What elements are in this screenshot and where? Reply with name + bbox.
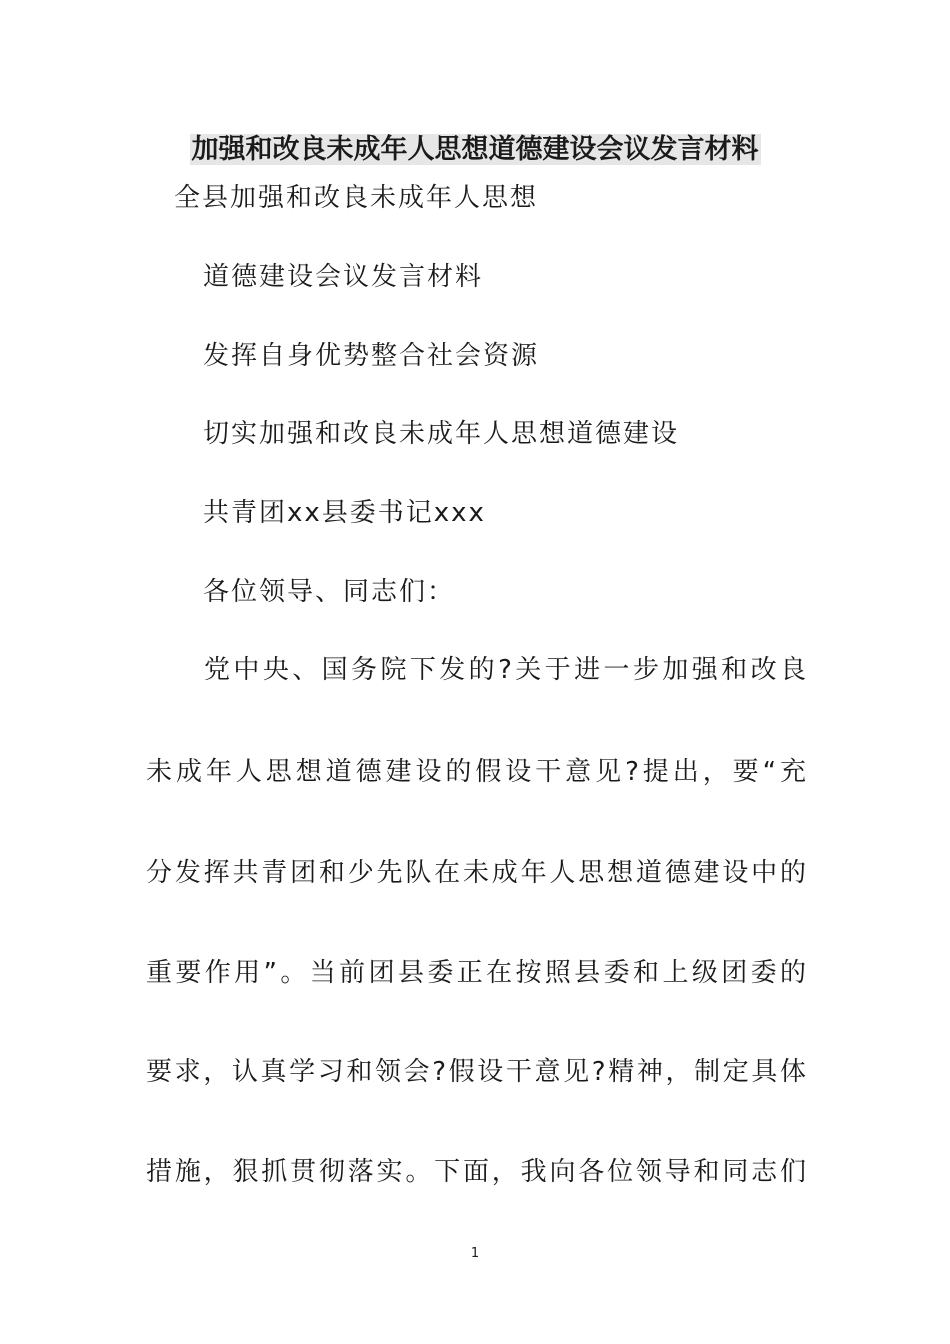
header-line-subtitle-2: 切实加强和改良未成年人思想道德建设	[203, 419, 680, 449]
header-line-meeting: 道德建设会议发言材料	[203, 262, 484, 292]
document-title	[0, 128, 950, 172]
body-line-2: 未成年人思想道德建设的假设干意见?提出，要“充	[146, 757, 806, 787]
body-line-3: 分发挥共青团和少先队在未成年人思想道德建设中的	[146, 858, 806, 888]
header-line-subtitle-1: 发挥自身优势整合社会资源	[203, 341, 540, 371]
header-line-county: 全县加强和改良未成年人思想	[174, 183, 539, 213]
body-line-4: 重要作用”。当前团县委正在按照县委和上级团委的	[146, 958, 806, 988]
page-number: 1	[470, 1246, 480, 1261]
body-line-6: 措施，狠抓贯彻落实。下面，我向各位领导和同志们	[146, 1157, 806, 1187]
body-line-5: 要求，认真学习和领会?假设干意见?精神，制定具体	[146, 1057, 806, 1087]
author-line: 共青团xx县委书记xxx	[203, 498, 486, 528]
body-line-1: 党中央、国务院下发的?关于进一步加强和改良	[204, 655, 806, 685]
document-title-text: 加强和改良未成年人思想道德建设会议发言材料	[191, 134, 759, 165]
salutation-line: 各位领导、同志们：	[203, 577, 456, 607]
